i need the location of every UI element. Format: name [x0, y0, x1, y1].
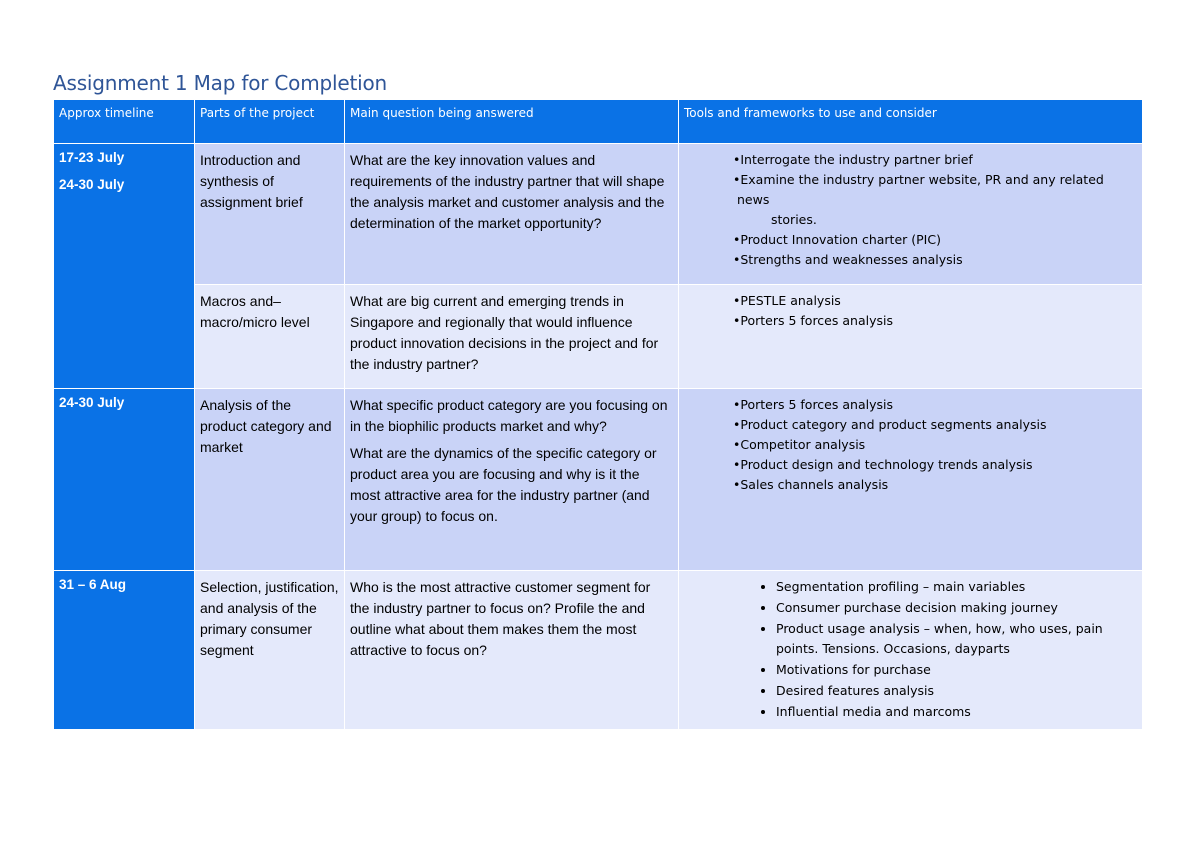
question-text: What specific product category are you focusing on in the biophilic products market and why? — [350, 397, 668, 434]
list-item: •Product design and technology trends analysis — [733, 457, 1033, 472]
table-row — [54, 389, 1143, 571]
question-text: What are the key innovation values and requirements of the industry partner that will shape the analysis market and customer analysis and the determination of the market opportunity? — [350, 152, 665, 231]
list-item: • Consumer purchase decision making journey — [776, 598, 1137, 618]
tools-list — [684, 395, 1137, 495]
completion-map-table — [53, 99, 1143, 730]
header-question: Main question being answered — [345, 100, 679, 144]
question-text: Who is the most attractive customer segment for the industry partner to focus on? Profile the and outline what about them makes them the most attractive to focus on? — [350, 579, 651, 658]
tools-cell — [679, 571, 1143, 730]
timeline-cell — [54, 571, 195, 730]
header-parts: Parts of the project — [195, 100, 345, 144]
header-tools: Tools and frameworks to use and consider — [679, 100, 1143, 144]
tools-list — [684, 291, 1137, 331]
list-item: • Segmentation profiling – main variables — [776, 577, 1137, 597]
list-item: • Desired features analysis — [776, 681, 1137, 701]
tools-cell — [679, 144, 1143, 285]
list-item: •Strengths and weaknesses analysis — [733, 252, 963, 267]
question-cell — [345, 571, 679, 730]
list-item: • Product usage analysis – when, how, who uses, pain points. Tensions. Occasions, dayparts — [776, 619, 1137, 659]
tools-cell — [679, 389, 1143, 571]
table-row — [54, 144, 1143, 285]
document-title: Assignment 1 Map for Completion — [53, 71, 387, 95]
part-cell: Selection, justification, and analysis of the primary consumer segment — [195, 571, 345, 730]
timeline-cell — [54, 144, 195, 389]
part-cell: Analysis of the product category and market — [195, 389, 345, 571]
question-cell — [345, 389, 679, 571]
list-item: •PESTLE analysis — [733, 293, 841, 308]
timeline-date: 31 – 6 Aug — [59, 577, 127, 592]
timeline-date: 24-30 July — [59, 177, 125, 192]
table-row — [54, 285, 1143, 389]
timeline-date: 17-23 July — [59, 150, 125, 165]
list-item: •Competitor analysis — [733, 437, 866, 452]
list-item: •Porters 5 forces analysis — [733, 397, 893, 412]
part-cell: Macros and– macro/micro level — [195, 285, 345, 389]
header-timeline: Approx timeline — [54, 100, 195, 144]
table-row — [54, 571, 1143, 730]
part-cell: Introduction and synthesis of assignment brief — [195, 144, 345, 285]
timeline-cell — [54, 389, 195, 571]
list-item-text: •Examine the industry partner website, PR and any related news — [733, 172, 1104, 207]
list-item: •Product category and product segments analysis — [733, 417, 1047, 432]
timeline-date: 24-30 July — [59, 395, 125, 410]
tools-list — [684, 150, 1137, 270]
tools-list — [684, 577, 1137, 722]
question-text: What are big current and emerging trends in Singapore and regionally that would influence product innovation decisions in the project and for the industry partner? — [350, 293, 659, 372]
list-item — [733, 170, 1137, 230]
list-item: •Sales channels analysis — [733, 477, 889, 492]
header-row — [54, 100, 1143, 144]
list-item: •Porters 5 forces analysis — [733, 313, 893, 328]
list-item: • Motivations for purchase — [776, 660, 1137, 680]
question-text: What are the dynamics of the specific category or product area you are focusing and why is it the most attractive area for the industry partner (and your group) to focus on. — [350, 445, 657, 524]
list-item: •Product Innovation charter (PIC) — [733, 232, 941, 247]
question-cell — [345, 285, 679, 389]
list-item: • Influential media and marcoms — [776, 702, 1137, 722]
question-cell — [345, 144, 679, 285]
list-item: •Interrogate the industry partner brief — [733, 152, 973, 167]
tools-cell — [679, 285, 1143, 389]
list-item-continuation: stories. — [771, 212, 817, 227]
